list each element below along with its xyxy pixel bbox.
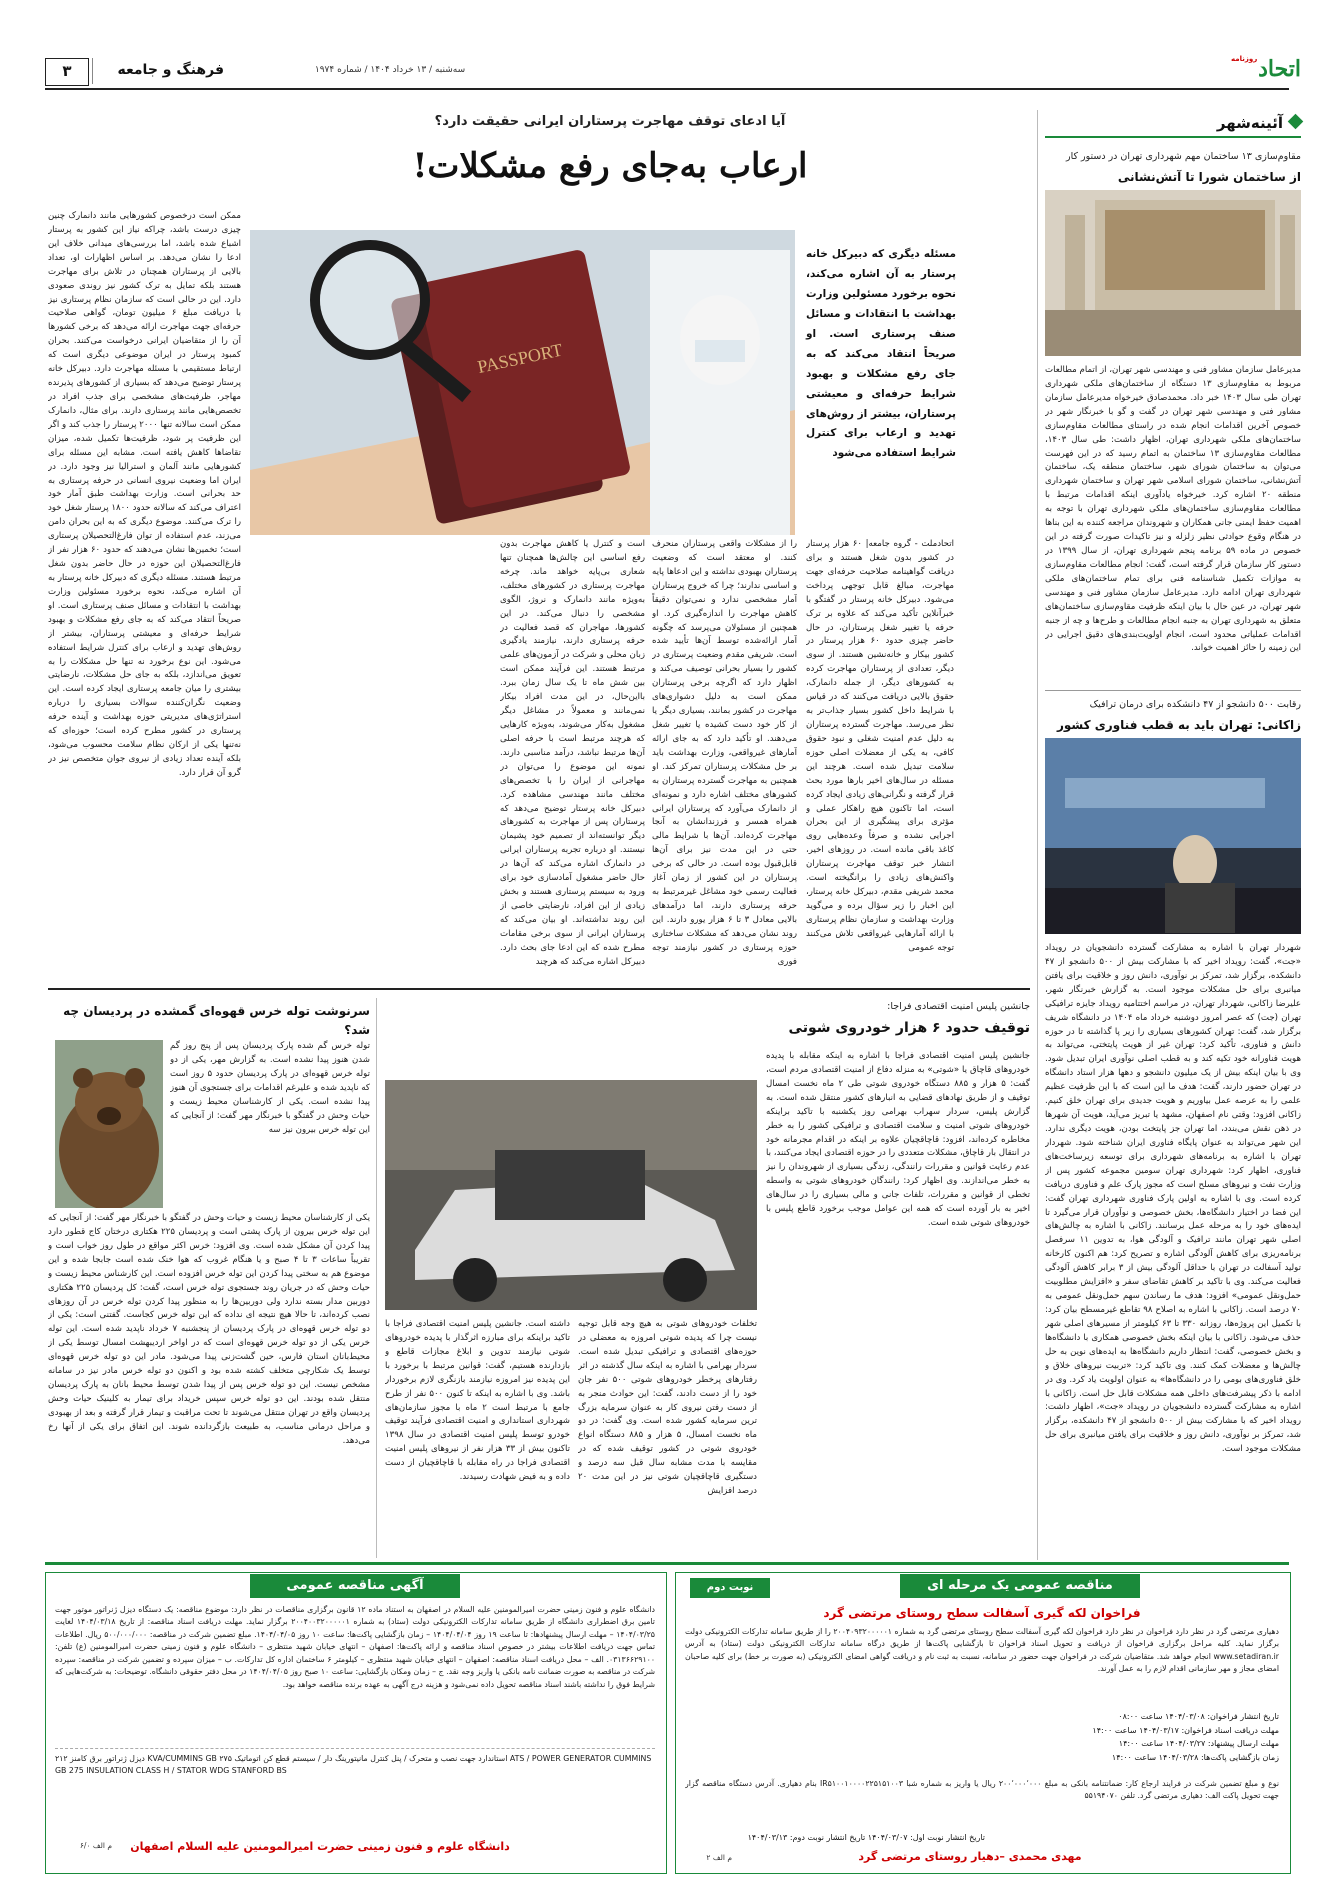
tender-date-item: تاریخ انتشار فراخوان: ۱۴۰۴/۰۳/۰۸ ساعت ۰۸:۰۰ (1118, 1712, 1279, 1721)
tender-ad-right-signer: مهدی محمدی –دهیار روستای مرتضی گرد (858, 1850, 1082, 1863)
tender-ad-left-code: م الف ۶/۰ (79, 1841, 112, 1850)
tender-ad-left-body: دانشگاه علوم و فنون زمینی حضرت امیرالمومنین علیه السلام در اصفهان به استناد ماده ۱۲ قانون برگزاری مناقصات در نظر دارد: موضوع مناقصه: یک دستگاه دیزل ژنراتور موتور جهت تامین برق اضطراری دانشگاه از طریق سامانه تدارکات الکترونیکی دولت (ستاد) به شماره ۲۰۰۴۰۰۳۲۰۰۰۰۰۱ برگزار نماید. مهلت دریافت اسناد مناقصه: از تاریخ ۱۴۰۴/۰۳/۱۸ لغایت ۱۴۰۴/۰۳/۲۵ – مهلت ارسال پیشنهادها: تا ساعت ۱۹ روز ۱۴۰۴/۰۴/۰۴ – زمان بازگشایی پاکت‌ها: ساعت ۱۰ روز ۱۴۰۴/۰۴/۰۵. مبلغ تضمین شرکت در مناقصه: ۵۰۰/۰۰۰/۰۰۰ ریال. اطلاعات تماس جهت دریافت اطلاعات بیشتر در خصوص اسناد مناقصه و ارائه پاکت‌ها: اصفهان – انتهای خیابان شهید منتظری – دانشگاه علوم و فنون زمینی حضرت امیرالمومنین (ع) تلفن: ۰۳۱۳۶۶۲۹۱۰۰. الف – محل دریافت اسناد مناقصه: اصفهان – انتهای خیابان شهید منتظری – کیلومتر ۶ ساختمان اداره کل تدارکات. ب – میزان سپرده و تضمین شرکت در مناقصه: سپرده شرکت در مناقصه به صورت ضمانت نامه بانکی یا واریز وجه نقد. ج – زمان ومکان بازگشایی: ساعت ۱۰ صبح روز ۱۴۰۴/۰۴/۰۵ در محل دفتر حقوقی دانشگاه. توضیحات: به شرکت‌هایی که شرایط فوق را نداشته باشند اسناد مناقصه تحویل داده نمی‌شود و هزینه درج آگهی به عهده برنده مناقصه خواهد بود. (55, 1605, 655, 1689)
tender-ad-left-org: دانشگاه علوم و فنون زمینی حضرت امیرالمومنین علیه السلام اصفهان (130, 1840, 510, 1853)
diamond-icon (1288, 114, 1304, 130)
passport-photo (250, 230, 795, 535)
cars-col3: داشته است. جانشین پلیس امنیت اقتصادی فراجا با تاکید براینکه برای مبارزه اثرگذار با پدیده خودروهای شوتی نیازمند تدوین و ابلاغ مجازات قاطع و بازدارنده هستیم، گفت: قوانین مرتبط با برخورد با این پدیده نیز امروزه نیازمند بازنگری لازم برخوردار باشد. وی با اشاره به اینکه تا کنون ۵۰۰ نفر از طرح جامع با مرتبط است ۲ ماه با مجوز سازمان‌های شهرداری استانداری و امنیت اقتصادی فرآیند توقیف خودرو توسط پلیس امنیت اقتصادی در سال ۱۳۹۸ تاکنون بیش از ۳۳ هزار نفر از نیروهای پلیس امنیت اقتصادی فراجا در راه مقابله با قاچاقچیان از دست داده و به فیض شهادت رسیدند. (385, 1319, 570, 1483)
tender-ad-right-title: مناقصه عمومی یک مرحله ای (900, 1574, 1140, 1598)
tender-turn-badge: نوبت دوم (690, 1578, 770, 1598)
seized-car-photo (385, 1080, 757, 1310)
divider (1045, 690, 1301, 691)
dateline: سه‌شنبه / ۱۳ خرداد ۱۴۰۴ / شماره ۱۹۷۴ (314, 65, 466, 75)
main-kicker: آیا ادعای توقف مهاجرت پرستاران ایرانی حقیقت دارد؟ (434, 114, 786, 129)
main-col4: ممکن است درخصوص کشورهایی مانند دانمارک چنین چیزی درست باشد، چراکه نیاز این کشور به پرستار اشباع شده باشد، اما بررسی‌های میدانی خلاف این ادعا را نشان می‌دهد. بر اساس اظهارات او، تعداد بالایی از پرستاران همچنان در تلاش برای مهاجرت هستند بلکه تمایل به ترک کشور نیز روندی صعودی دارد. این در حالی است که سازمان نظام پرستاری نیز با دریافت مبلغ ۶ میلیون تومان، گواهی صلاحیت حرفه‌ای جهت مهاجرت ارائه می‌دهد که برخی کشورها آن را از متقاضیان ایرانی درخواست می‌کنند. بحران کمبود پرستار در ایران موضوعی دیگری است که ارتباط مستقیمی با مسئله مهاجرت دارد. دبیرکل خانه پرستار توضیح می‌دهد که بسیاری از کشورهای پذیرنده مهاجر، ظرفیت‌های مشخصی برای جذب افراد در تخصص‌هایی مانند پرستاری دارند. برای مثال، دانمارک ممکن است سالانه تنها ۲۰۰۰ پرستار را جذب کند و اگر این ظرفیت پر شود، ظرفیت‌ها تکمیل شده، میزان تقاضاها کاهش یافته است. مشابه این مسئله برای کشورهایی مانند آلمان و استرالیا نیز وجود دارد. در ایران اما وضعیت نیروی انسانی در حرفه پرستاری به حد بحرانی است. وزارت بهداشت طبق آمار خود اعتراف می‌کند که سالانه حدود ۱۸۰۰ پرستار شغل خود را ترک می‌کنند. موضوع دیگری که به این بحران دامن می‌زند، عدم استفاده از توان فارغ‌التحصیلان پرستاری است؛ تخمین‌ها نشان می‌دهند که حدود ۶۰ هزار نفر از فارغ‌التحصیلان این حوزه در حال حاضر بدون شغل مرتبط هستند. مسئله دیگری که دبیرکل خانه پرستار به آن اشاره می‌کند، نحوه برخورد مسئولین وزارت بهداشت با انتقادات و مسائل صنف پرستاری است. او صریحاً انتقاد می‌کند که به جای رفع مشکلات و بهبود شرایط حرفه‌ای و معیشتی پرستاران، بیشتر از روش‌های تهدید و ارعاب برای کنترل شرایط استفاده می‌شود. این نوع برخورد نه تنها حل مشکلات را به تعویق می‌اندازد، بلکه به جای حل مشکلات، نارضایتی بیشتری را میان جامعه پرستاری ایجاد کرده است. این وضعیت نگران‌کننده سوالات بسیاری را درباره استراتژی‌های مدیریتی حوزه بهداشت و آینده حرفه پرستاری در کشور مطرح کرده است؛ حوزه‌ای که نه‌تنها یکی از ارکان نظام سلامت محسوب می‌شود، بلکه آینده تعداد زیادی از نیروی جوان متخصص نیز در گرو آن قرار دارد. (48, 211, 241, 778)
main-col3: است و کنترل یا کاهش مهاجرت بدون رفع اساسی این چالش‌ها همچنان تنها شعاری بی‌پایه خواهد ماند. چرخه مهاجرت پرستاری در کشورهای مختلف، به‌ویژه مانند دانمارک و نروژ، الگوی مشخصی را دنبال می‌کند. در این کشورها، مهاجران که قصد فعالیت در حرفه پرستاری دارند، نیازمند یادگیری زبان محلی و شرکت در آزمون‌های علمی مرتبط هستند. این فرآیند ممکن است بین شش ماه تا یک سال زمان ببرد. بااین‌حال، در این مدت افراد بیکار نمی‌مانند و معمولاً در مشاغل دیگر مشغول به‌کار می‌شوند، به‌ویژه کارهایی که هرچند مرتبط است با حرفه اصلی آن‌ها مرتبط نباشد، درآمد مناسبی دارند. نمونه این موضوع را می‌توان در مهاجرانی از ایران را با تخصص‌های مختلف مانند مهندسی مشاهده کرد. دبیرکل خانه پرستار توضیح می‌دهد که پرستاران پس از مهاجرت به کشورهای دیگر توانسته‌اند از تصمیم خود پشیمان نیستند. او درباره تجربه پرستاران ایرانی در دانمارک اشاره می‌کند که آن‌ها در حال حاضر مشغول آمادسازی خود برای ورود به سیستم پرستاری هستند و بخش زیادی از این افراد، نارضایتی خاصی از این روند نداشته‌اند. او بیان می‌کند که پرستاران ایرانی از سوی برخی مقامات مطرح شده که این ادعا جای بحث دارد. دبیرکل اشاره می‌کند که هرچند (500, 539, 645, 967)
speech-stage-illustration (1045, 738, 1301, 934)
bear-illustration (55, 1040, 163, 1208)
ads-top-rule (45, 1562, 1289, 1565)
tender-ad-right-pubdates: تاریخ انتشار نوبت اول: ۱۴۰۴/۰۳/۰۷ تاریخ انتشار نوبت دوم: ۱۴۰۴/۰۳/۱۳ (747, 1833, 985, 1842)
bear-body-top: توله خرس گم شده پارک پردیسان پس از پنج روز گم شدن هنوز پیدا نشده است. به گزارش مهر، یکی از دو توله خرس قهوه‌ای در پارک پردیسان حدود ۵ روز است که ناپدید شده و علیرغم اقدامات برای جستجوی آن هنوز پیدا نشده است. یکی از کارشناسان محیط زیست و حیات وحش در گفتگو با خبرنگار مهر گفت: از آنجایی که این توله خرس بیرون نیز سه (170, 1041, 370, 1135)
tender-dates-list (685, 1710, 1279, 1764)
story2-body: شهردار تهران با اشاره به مشارکت گسترده دانشجویان در رویداد «جت»، گفت: رویداد اخیر که با مشارکت بیش از ۵۰۰ دانشجو از ۴۷ دانشکده، برگزار شد، تمرکز بر نوآوری، دانش روز و خلاقیت برای یافتن میانبری برای حل مشکلات موجود است. به گزارش خبرنگار شهر، علیرضا زاکانی، شهردار تهران، در مراسم اختتامیه رویداد جایزه ترافیکی تهران (جت) که عصر امروز دوشنبه خرداد ماه ۱۴۰۴ در دانشگاه شریف برگزار شد، گفت: تهران کشورهای بسیاری را زیر پا گذاشته تا در حوزه دانش و فناوری، تأکید کرد: تهران غیر از هویت پایتختی، می‌تواند به هویت فناورانه خود تکیه کند و به قطب اصلی نوآوری ایران تبدیل شود. وی با بیان اینکه بیش از یک میلیون دانشجو و دهها هزار استاد دانشگاه در تهران حضور دارند، گفت: هدف ما این است که با این ظرفیت عظیم علمی را به عرصه عمل بیاوریم و هویت جدیدی برای تهران خلق کنیم. زاکانی افزود: وقتی نام اصفهان، مشهد یا تبریز می‌آید، هویت آن شهرها در ذهن نقش می‌بندد، اما تهران جز پایتخت بودن، هویت دیگری ندارد. این شهر می‌تواند به عنوان پایگاه فناوری ایران شناخته شود. شهردار تهران با اشاره به برنامه‌های شهرداری برای توسعه زیرساخت‌های فناوری، اظهار کرد: شهرداری تهران سومین مجموعه کشور پس از وزارت نفت و نیروهای مسلح است که مجوز پارک علم و فناوری دریافت کرده است. وی با اشاره به اولین پارک فناوری شهرداری تهران گفت: این فضا در اختیار دانشگاه‌ها، بخش خصوصی و نوآوران قرار می‌گیرد تا ایده‌های خود را به مرحله عمل برسانند. زاکانی با اشاره به چالش‌های اصلی شهر تهران مانند ترافیک و آلودگی هوا، به تدوین ۱۱ سرفصل برنامه‌ریزی برای کاهش آلودگی اشاره و تصریح کرد: هم اکنون کارخانه تولید آسفالت در تهران با حداقل آلودگی بیش از ۳ برابر کاهش آلودگی فعالیت می‌کند. وی با تاکید بر کاهش تقاضای سفر و «افزایش مطلوبیت حمل‌ونقل عمومی» افزود: هدف ما رساندن سهم حمل‌ونقل عمومی به ۷۰ درصد است. زاکانی با اشاره به اصلاح ۹۸ تقاطع غیرمسطح بیان کرد: با تکمیل این پروژه‌ها، روزانه ۳۳۰ تا ۶۳ کیلومتر از مسیرهای اصلی شهر حذف می‌شود. زاکانی با بیان اینکه بخش خصوصی همکاری با دانشگاه‌ها و بخش خصوصی، گفت: انتظار داریم دانشگاه‌ها به ایده‌های نوین به حل چالش‌ها و معضلات کمک کنند. وی تاکید کرد: «تربیت نیروهای خلاق و خلق فناوری‌های بومی را در دانشگاه‌ها» به عنوان اولویت یاد کرد. وی در ادامه با ذکر پیشرفت‌های داخلی همه مشکلات قابل حل است. زاکانی با اشاره به مشارکت گسترده دانشجویان در رویداد «جت»، اظهار داشت: رویداد اخیر که با مشارکت بیش از ۵۰۰ دانشجو از ۴۷ دانشکده، برگزار شد، تمرکز بر نوآوری، دانش روز و خلاقیت برای یافتن میانبری برای حل مشکلات موجود است. (1045, 943, 1301, 1455)
zakani-speech-photo (1045, 738, 1301, 934)
main-col1: اتحادملت - گروه جامعه| ۶۰ هزار پرستار در کشور بدون شغل هستند و برای دریافت گواهینامه صلاحیت حرفه‌ای جهت مهاجرت، مبالغ قابل توجهی پرداخت می‌شود. دبیرکل خانه پرستار در گفتگو با خبرآنلاین تأکید می‌کند که علاوه بر ترک حرفه یا تغییر شغل پرستاران، در حال حاضر چیزی حدود ۶۰ هزار پرستار در کشور بیکار و خانه‌نشین هستند. از سوی دیگر، تعدادی از پرستاران مهاجرت کرده به کشورهای دیگر، از جمله دانمارک، حقوق بالایی دریافت می‌کنند که در قیاس با شرایط داخل کشور بسیار جذاب‌تر به نظر می‌رسد. مهاجرت گسترده پرستاران به دلیل عدم امنیت شغلی و نبود حقوق کافی، به یکی از معضلات اصلی حوزه سلامت تبدیل شده است. هرچند این مسئله در سال‌های اخیر بارها مورد بحث قرار گرفته و نگرانی‌های زیادی ایجاد کرده است، اما تاکنون هیچ راهکار عملی و مؤثری برای پیشگیری از این بحران اجرایی نشده و صرفاً وعده‌هایی روی کاغذ باقی مانده است. در روزهای اخیر، انتشار خبر توقف مهاجرت پرستاران واکنش‌های زیادی را برانگیخته است. محمد شریفی مقدم، دبیرکل خانه پرستار، این اخبار را زیر سؤال برده و می‌گوید وزارت بهداشت و سازمان نظام پرستاری با ارائه آمارهایی غیرواقعی تلاش می‌کنند توجه عمومی (806, 539, 954, 953)
logo-text: اتحاد (1258, 56, 1301, 82)
tender-ad-right-code: م الف ۲ (706, 1853, 732, 1862)
brown-bear-photo (55, 1040, 163, 1208)
car-illustration (385, 1080, 757, 1310)
tender-ad-right-body: دهیاری مرتضی گرد در نظر دارد فراخوان در نظر دارد فراخوان لکه گیری آسفالت سطح روستای مرتضی گرد به شماره ۲۰۰۴۰۹۳۲۰۰۰۰۰۱ را از طریق سامانه تدارکات الکترونیکی دولت برگزار نماید. کلیه مراحل برگزاری فراخوان از دریافت و تحویل اسناد فراخوان تا بازگشایی پاکت‌ها از طریق درگاه سامانه تدارکات الکترونیکی دولت (ستاد) به آدرس www.setadiran.ir انجام خواهد شد. متقاضیان شرکت در فراخوان جهت حضور در سامانه، نسبت به ثبت نام و دریافت گواهی امضای الکترونیکی (به صورت بر خط) برای کلیه صاحبان امضای مجاز و مهر سازمانی اقدام لازم را به عمل آورند. (685, 1627, 1279, 1674)
tender-ad-left-title: آگهی مناقصه عمومی (250, 1574, 460, 1598)
tender-ad-left-specs: دیزل ژنراتور برق کامنز ۲۱۲ KVA/CUMMINS GB ۲۷۵ استاندارد جهت نصب و متحرک / پنل کنترل مانیتورینگ دار / سیستم قطع کن اتوماتیک ATS / POWER GENERATOR CUMMINS GB 275 INSULATION CLASS H / STATOR WDG STANFORD BS (55, 1748, 655, 1813)
bear-body: یکی از کارشناسان محیط زیست و حیات وحش در گفتگو با خبرنگار مهر گفت: از آنجایی که این توله خرس بیرون از پارک پشتی است و پردیسان ۲۲۵ هکتاری درختان کاج قطور دارد پیدا کردن آن مشکل شده است. وی افزود: خرس اکثر مواقع در طول روز خواب است و تقریباً ساعات ۳ تا ۴ صبح و یا هنگام غروب که هوا خنک شده است جابجا شده و این موضوع هم به سختی پیدا کردن این توله خرس افزوده است. این کارشناس محیط زیست و حیات وحش که در جریان روند جستجوی توله خرس است، گفت: کل پردیسان ۲۲۵ هکتاری دوربین مدار بسته ندارد ولی دوربین‌ها را به منظور پیدا کردن توله خرس در آن روزهای نصب کرده‌اند، تا حالا هیچ نتیجه ای نداده که این توله خرس کجاست. گفتنی است: یکی از دو توله خرس قهوه‌ای در پارک پردیسان از پنجشنبه ۷ خرداد ناپدید شده است. این توله خرس یکی از دو توله خرس قهوه‌ای است که در اواخر اردیبهشت امسال توسط یکی از محیط‌بانان استان فارس، حین گشت‌زنی پیدا می‌شود. مادر این دو توله خرس قهوه‌ای توسط یک شکارچی متخلف کشته شده بود و اکنون دو توله خرس مادر نیز در سامانه مشخص نیست. این دو توله خرس پس از پیدا شدن توسط محیط بانان به پارک پردیسان منتقل شده بودند. این دو توله خرس سپس خریداد برای تیمار به کلینیک حیات وحش پردیسان واقع در تهران منتقل می‌شوند تا تحت مراقبت و تیمار قرار گرفته و بعد از بهبودی و مراحل درمانی مناسب، به طبیعت بازگردانده شوند. این اتفاق برای یکی از آنها رخ می‌دهد. (48, 1213, 370, 1446)
tender-date-item: مهلت دریافت اسناد فراخوان: ۱۴۰۴/۰۳/۱۷ ساعت ۱۴:۰۰ (1092, 1725, 1279, 1735)
city-mirror-label: آئینه‌شهر (1045, 110, 1301, 138)
column-rule (1037, 110, 1038, 1560)
story-divider (48, 988, 1030, 990)
council-building-photo (1045, 190, 1301, 356)
tender-date-item: مهلت ارسال پیشنهاد: ۱۴۰۴/۰۳/۲۷ ساعت ۱۴:۰۰ (1118, 1739, 1279, 1749)
story2-kicker: رقابت ۵۰۰ دانشجو از ۴۷ دانشکده برای درمان ترافیک (1089, 699, 1301, 710)
section-title: فرهنگ و جامعه (92, 58, 224, 84)
story1-headline: از ساختمان شورا تا آتش‌نشانی (1117, 170, 1301, 184)
cars-col2: تخلفات خودروهای شوتی به هیچ وجه قابل توجیه نیست چرا که پدیده شوتی امروزه به معضلی در حوزه‌های اقتصادی و ترافیکی تبدیل شده است. سردار بهرامی با اشاره به اینکه سال گذشته در اثر رفتارهای پرخطر خودروهای شوتی ۵۰۰ نفر جان خود را از دست دادند، گفت: این حوادث منجر به از دست رفتن نیروی کار به عنوان سرمایه بزرگ ترین سرمایه کشور شده است. وی گفت: در دو ماه نخست امسال، ۵ هزار و ۸۸۵ دستگاه انواع خودروی شوتی در کشور توقیف شده که در مقایسه با مدت مشابه سال قبل سه درصد و دستگیری قاچاقچیان شوتی نیز در این مدت ۲۰ درصد افزایش (578, 1319, 757, 1497)
tender-ad-right-bottom: نوع و مبلغ تضمین شرکت در فرایند ارجاع کار: ضمانتنامه بانکی به مبلغ ۲۰۰٬۰۰۰٬۰۰۰ ریال یا واریز به شماره شبا IR۵۱۰۰۱۰۰۰۰۲۲۵۱۵۱۰۰۳ بنام دهیاری. آدرس دستگاه مناقصه گزار جهت تحویل پاکت الف: دهیاری مرتضی گرد. تلفن ۵۵۱۹۴۰۷۰ (685, 1779, 1279, 1801)
passport-label: PASSPORT (475, 339, 565, 378)
page-number: ۳ (45, 58, 89, 86)
main-headline: ارعاب به‌جای رفع مشکلات! (412, 146, 808, 186)
cars-col1: جانشین پلیس امنیت اقتصادی فراجا با اشاره به اینکه مقابله با پدیده خودروهای قاچاق یا «شوتی» به منزله دفاع از امنیت اقتصادی مردم است، گفت: ۵ هزار و ۸۸۵ دستگاه خودروی شوتی طی ۲ ماه نخست امسال توقیف و از طریق نهادهای قضایی به انبارهای کشور منتقل شده است. به گزارش پلیس، سردار سهراب بهرامی روز یکشنبه با تاکید براینکه خودروهای شوتی امنیت و سلامت اقتصادی و ترافیکی کشور را به خطر مخاطره کرده‌اند، افزود: قاچاقچیان علاوه بر اینکه در اقدام مجرمانه خود در انتقال بار قاچاق، مشکلات متعددی را در حوزه اقتصادی ایجاد می‌کنند، با عدم رعایت قوانین و مقررات رانندگی، زندگی بسیاری از شهروندان را نیز به خطر می‌اندازند. وی اظهار کرد: رانندگان خودروهای شوتی به واسطه تخطی از قوانین و مقررات، تلفات جانی و مالی بسیاری را در سال‌های اخیر به بار آورده است که همه این عوامل موجب برخورد قاطع پلیس با خودروهای شوتی شده است. (766, 1051, 1030, 1229)
story1-kicker: مقاوم‌سازی ۱۳ ساختمان مهم شهرداری تهران در دستور کار (1066, 151, 1301, 162)
header-rule (45, 88, 1289, 90)
passport-illustration (250, 230, 795, 535)
story2-headline: زاکانی: تهران باید به قطب فناوری کشور (1057, 718, 1301, 732)
main-col2: را از مشکلات واقعی پرستاران منحرف کنند. او معتقد است که وضعیت پرستاران بهبودی نداشته و این ادعاها پایه و اساسی ندارند؛ چرا که خروج پرستاران آمار مشخصی ندارد و نمی‌توان دقیقاً کاهش مهاجرت را اندازه‌گیری کرد. او همچنین از مسئولان می‌پرسد که چگونه آمار ارائه‌شده توسط آن‌ها تأیید شده است. شریفی مقدم وضعیت پرستاری در کشور را بسیار بحرانی توصیف می‌کند و اظهار دارد که اگرچه برخی پرستاران ممکن است به دلیل دشواری‌های مهاجرت در کشور بمانند، بسیاری دیگر یا از کار خود دست کشیده یا تغییر شغل می‌دهند. او تأکید دارد که به جای ارائه آمارهای غیرواقعی، وزارت بهداشت باید بر حل مشکلات پرستاران تمرکز کند. او همچنین به مهاجرت گسترده پرستاران به کشورهای مختلف اشاره دارد و نمونه‌ای از دانمارک می‌آورد که پرستاران ایرانی همراه همسر و فرزندانشان به آنجا مهاجرت کرده‌اند. آن‌ها با شرایط مالی حتی در این مدت نیز برای آن‌ها قابل‌قبول بوده است. در حالی که برخی پرستاران در این کشور از زمان آغاز فعالیت رسمی خود مشاغل غیرمرتبط به حرفه پرستاری دارند، اما درآمدهای بالایی معادل ۳ تا ۶ هزار یورو دارند. این روند نشان می‌دهد که مشکلات ساختاری حوزه پرستاری در کشور نیازمند توجه فوری (652, 539, 797, 967)
tender-ad-right-subtitle: فراخوان لکه گیری آسفالت سطح روستای مرتضی گرد (823, 1606, 1141, 1620)
logo-sub: روزنامه (1231, 55, 1258, 63)
story1-body: مدیرعامل سازمان مشاور فنی و مهندسی شهر تهران، از اتمام مطالعات مربوط به مقاوم‌سازی ۱۳ دستگاه از ساختمان‌های ملکی شهرداری تهران طی سال ۱۴۰۳ خبر داد. محمدصادق خیرخواه مدیرعامل سازمان مشاور فنی و مهندسی شهر تهران در گفت و گو با خبرنگار شهر در خصوص آخرین اقدامات انجام شده در راستای مطالعات مقاوم‌سازی ساختمان‌های ملکی شهرداری تهران، اظهار داشت: طی سال ۱۴۰۳، مطالعات مقاوم‌سازی ۱۳ ساختمان به اتمام رسید که در این فهرست می‌توان به ساختمان شورای شهر، ساختمان منطقه یک، ساختمان آتش‌نشانی، ساختمان شورای اسلامی شهر تهران و ساختمان شهرداری منطقه ۲۰ اشاره کرد. خیرخواه یادآوری اینکه اقدامات مرتبط با مطالعات مقاوم‌سازی ساختمان‌های ملکی شهرداری تهران با توجه به اهمیت حفظ ایمنی جانی همکاران و شهروندان مراجعه کننده به این بناها در هنگام وقوع حوادثی نظیر زلزله و نیز تاکیدات صورت گرفته در این خصوص در ماده ۵۹ برنامه پنجم شهرداری تهران، از سال ۱۳۹۹ در دستور کار سازمان قرار گرفته است، گفت: انجام مطالعات مقاوم‌سازی به موازات تکمیل شناسنامه فنی برای تمام ساختمان‌های ملکی شهرداری تهران ادامه دارد. مدیرعامل سازمان مشاور فنی و مهندسی شهر تهران، در عین حال با بیان اینکه ظرفیت مقاوم‌سازی ساختمان‌های متعلق به شهرداری تهران به جنبه انجام مطالعات و طرح‌ها و چه از جنبه اقدامات عملیاتی محدود است، انجام اولویت‌بندی‌های دقیق اجرایی در این زمینه را حائز اهمیت خواند. (1045, 365, 1301, 654)
cars-headline: توقیف حدود ۶ هزار خودروی شوتی (788, 1020, 1030, 1036)
cars-kicker: جانشین پلیس امنیت اقتصادی فراجا: (887, 1001, 1030, 1012)
council-building-illustration (1045, 190, 1301, 356)
bear-headline: سرنوشت توله خرس قهوه‌ای گمشده در پردیسان چه شد؟ (63, 1004, 370, 1037)
column-rule (376, 998, 377, 1558)
tender-date-item: زمان بازگشایی پاکت‌ها: ۱۴۰۴/۰۳/۲۸ ساعت ۱۴:۰۰ (1111, 1752, 1279, 1762)
newspaper-logo[interactable] (1231, 52, 1301, 88)
main-pullquote: مسئله دیگری که دبیرکل خانه پرستار به آن اشاره می‌کند، نحوه برخورد مسئولین وزارت بهداشت با انتقادات و مسائل صنف پرستاری است. او صریحاً انتقاد می‌کند که به جای رفع مشکلات و بهبود شرایط حرفه‌ای و معیشتی پرستاران، بیشتر از روش‌های تهدید و ارعاب برای کنترل شرایط استفاده می‌شود (806, 248, 956, 460)
